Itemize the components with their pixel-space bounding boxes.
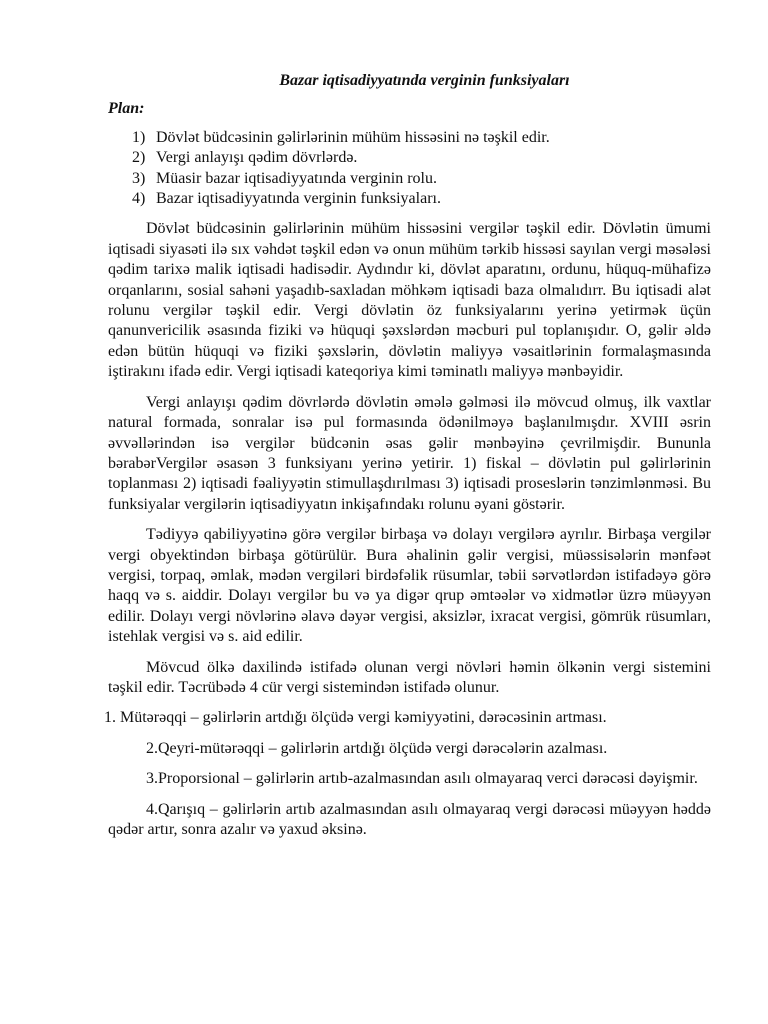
document-title: Bazar iqtisadiyyatında verginin funksiyaları: [279, 72, 570, 89]
plan-item-number: 1): [132, 128, 146, 146]
plan-label: Plan:: [108, 100, 145, 118]
plan-item-text: Müasir bazar iqtisadiyyatında verginin rolu.: [156, 169, 437, 187]
plan-item-number: 4): [132, 190, 146, 208]
paragraph-state-budget: Dövlət büdcəsinin gəlirlərinin mühüm hissəsini vergilər təşkil edir. Dövlətin ümumi iqtisadi siyasəti ilə sıx vəhdət təşkil edən və onun mühüm tərkib hissəsi sayılan vergi məsələsi qədim tarixə malik iqtisadi hadisədir. Aydındır ki, dövlət aparatını, ordunu, hüquq-mühafizə orqanlarını, sosial sahəni yaşadıb-saxladan möhkəm iqtisadi baza olmalıdırr. Bu iqtisadi alət rolunu vergilər təşkil edir. Vergi dövlətin öz funksiyalarını yerinə yetirmək üçün qanunvericilik əsasında fiziki və hüquqi şəxslərdən məcburi pul toplanışıdır. O, gəlir əldə edən bütün hüquqi və fiziki şəxslərin, dövlətin maliyyə vəsaitlərinin formalaşmasında iştirakını ifadə edir. Vergi iqtisadi kateqoriya kimi təminatlı maliyyə mənbəyidir.: [108, 220, 711, 381]
paragraph-direct-indirect-taxes: Tədiyyə qabiliyyətinə görə vergilər birbaşa və dolayı vergilərə ayrılır. Birbaşa vergilər vergi obyektindən birbaşa götürülür. Bura əhalinin gəlir vergisi, müəssisələrin mənfəət vergisi, torpaq, əmlak, mədən vergiləri birdəfəlik rüsumlar, təbii sərvətlərdən istifadəyə görə haqq və s. aiddir. Dolayı vergilər bu və ya digər qrup əmtəələr və xidmətlər üzrə müəyyən edilir. Dolayı vergi növlərinə əlavə dəyər vergisi, aksizlər, ixracat vergisi, gömrük rüsumları, istehlak vergisi və s. aid edilir.: [108, 526, 711, 646]
tax-system-progressive: 1. Mütərəqqi – gəlirlərin artdığı ölçüdə vergi kəmiyyətini, dərəcəsinin artması.: [104, 709, 607, 727]
plan-list: [108, 128, 711, 210]
plan-item: [108, 128, 711, 148]
plan-item: [108, 169, 711, 189]
paragraph-tax-systems: Mövcud ölkə daxilində istifadə olunan vergi növləri həmin ölkənin vergi sistemini təşkil edir. Təcrübədə 4 cür vergi sistemindən istifadə olunur.: [108, 658, 711, 696]
paragraph-tax-history: Vergi anlayışı qədim dövrlərdə dövlətin əmələ gəlməsi ilə mövcud olmuş, ilk vaxtlar natural formada, sonralar isə pul formasında ödənilməyə başlanılmışdır. XVIII əsrin əvvəllərindən isə vergilər büdcənin əsas gəlir mənbəyinə çevrilmişdir. Bununla bərabərVergilər əsasən 3 funksiyanı yerinə yetirir. 1) fiskal – dövlətin pul gəlirlərinin toplanması 2) iqtisadi fəaliyyətin stimullaşdırılması 3) iqtisadi proseslərin tənzimlənməsi. Bu funksiyalar vergilərin iqtisadiyyatın inkişafındakı rolunu əyani göstərir.: [108, 393, 711, 513]
plan-item-text: Dövlət büdcəsinin gəlirlərinin mühüm hissəsini nə təşkil edir.: [156, 128, 550, 146]
tax-system-mixed: 4.Qarışıq – gəlirlərin artıb azalmasından asılı olmayaraq vergi dərəcəsi müəyyən həddə qədər artır, sonra azalır və yaxud əksinə.: [108, 800, 711, 838]
plan-item: [108, 148, 711, 168]
plan-item: [108, 189, 711, 209]
tax-system-regressive: 2.Qeyri-mütərəqqi – gəlirlərin artdığı ölçüdə vergi dərəcələrin azalması.: [146, 739, 608, 757]
tax-system-proportional: 3.Proporsional – gəlirlərin artıb-azalmasından asılı olmayaraq verci dərəcəsi dəyişmir.: [146, 770, 698, 788]
plan-item-text: Bazar iqtisadiyyatında verginin funksiyaları.: [156, 190, 441, 208]
plan-item-number: 2): [132, 149, 146, 167]
plan-item-text: Vergi anlayışı qədim dövrlərdə.: [156, 149, 358, 167]
plan-item-number: 3): [132, 169, 146, 187]
